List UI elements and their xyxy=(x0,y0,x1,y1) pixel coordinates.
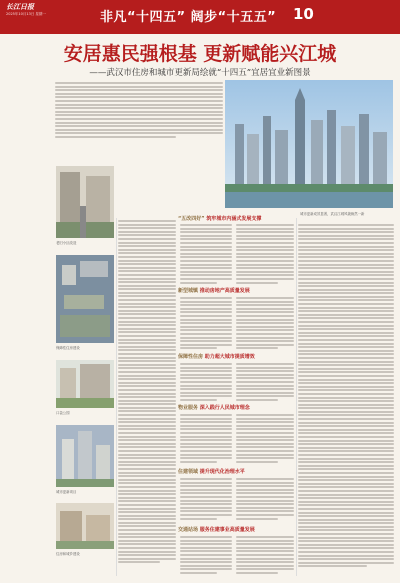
section-heading-1-text: 筑牢城市内涵式发展支撑 xyxy=(206,216,262,222)
section-heading-4-lead: 物业服务 xyxy=(178,405,199,411)
body-column-2b xyxy=(180,297,232,351)
section-heading-1 xyxy=(178,215,261,222)
section-heading-2-lead: 新型城镇 xyxy=(178,288,199,294)
column-divider xyxy=(296,218,297,576)
body-column-3e xyxy=(236,478,294,521)
newspaper-logo: 长江日报 xyxy=(6,2,34,11)
aerial-photo xyxy=(56,255,114,343)
body-column-1 xyxy=(118,220,176,565)
article-subheadline: ——武汉市住房和城市更新局绘就“十四五”宜居宜业新图景 xyxy=(89,68,311,78)
section-heading-1-lead: “五改四好” xyxy=(178,216,205,222)
body-column-2f xyxy=(180,536,232,576)
section-heading-4-text: 深入践行人民城市理念 xyxy=(199,405,250,411)
section-heading-3-text: 助力超大城市提质增效 xyxy=(204,354,255,360)
section-heading-2 xyxy=(178,287,250,294)
body-column-4 xyxy=(298,224,394,569)
issue-date: 2025年10月13日 星期一 xyxy=(6,12,46,16)
street-photo xyxy=(56,166,114,238)
lead-paragraph xyxy=(55,82,223,140)
body-column-3f xyxy=(236,536,294,576)
residential-photo xyxy=(56,503,114,549)
photo5-caption: 住房和城乡建设 xyxy=(56,552,80,556)
city-skyline-photo xyxy=(225,80,393,208)
skyline-caption: 城市更新成效显著，武汉江城风貌焕然一新 xyxy=(300,212,365,216)
photo4-caption: 城市更新项目 xyxy=(56,490,77,494)
section-heading-5-lead: 住建领域 xyxy=(178,469,199,475)
section-heading-3-lead: 保障性住房 xyxy=(178,354,204,360)
construction-photo xyxy=(56,425,114,487)
photo2-caption: 保障性住房建设 xyxy=(56,346,80,350)
body-column-3d xyxy=(236,414,294,464)
page-number: 10 xyxy=(293,5,314,23)
section-heading-6-lead: 交通站场 xyxy=(178,527,199,533)
photo1-caption: 老旧小区改造 xyxy=(56,241,77,245)
article-headline: 安居惠民强根基 更新赋能兴江城 xyxy=(63,43,337,65)
section-heading-6-text: 服务住建事业高质量发展 xyxy=(199,527,255,533)
section-heading-2-text: 推动房地产高质量发展 xyxy=(199,288,250,294)
body-column-3 xyxy=(236,224,294,285)
section-heading-5-text: 提升现代化治理水平 xyxy=(199,469,245,475)
body-column-2c xyxy=(180,363,232,403)
column-divider xyxy=(116,218,117,576)
section-heading-4 xyxy=(178,404,250,411)
section-title: 非凡“十四五” 阔步“十五五” xyxy=(100,10,277,25)
section-heading-3 xyxy=(178,353,255,360)
body-column-2e xyxy=(180,478,232,521)
section-heading-5 xyxy=(178,468,245,475)
body-column-3c xyxy=(236,363,294,403)
body-column-2 xyxy=(180,224,232,285)
park-photo xyxy=(56,360,114,408)
body-column-3b xyxy=(236,297,294,351)
photo3-caption: 口袋公园 xyxy=(56,411,70,415)
masthead xyxy=(0,0,400,34)
section-heading-6 xyxy=(178,526,255,533)
body-column-2d xyxy=(180,414,232,464)
